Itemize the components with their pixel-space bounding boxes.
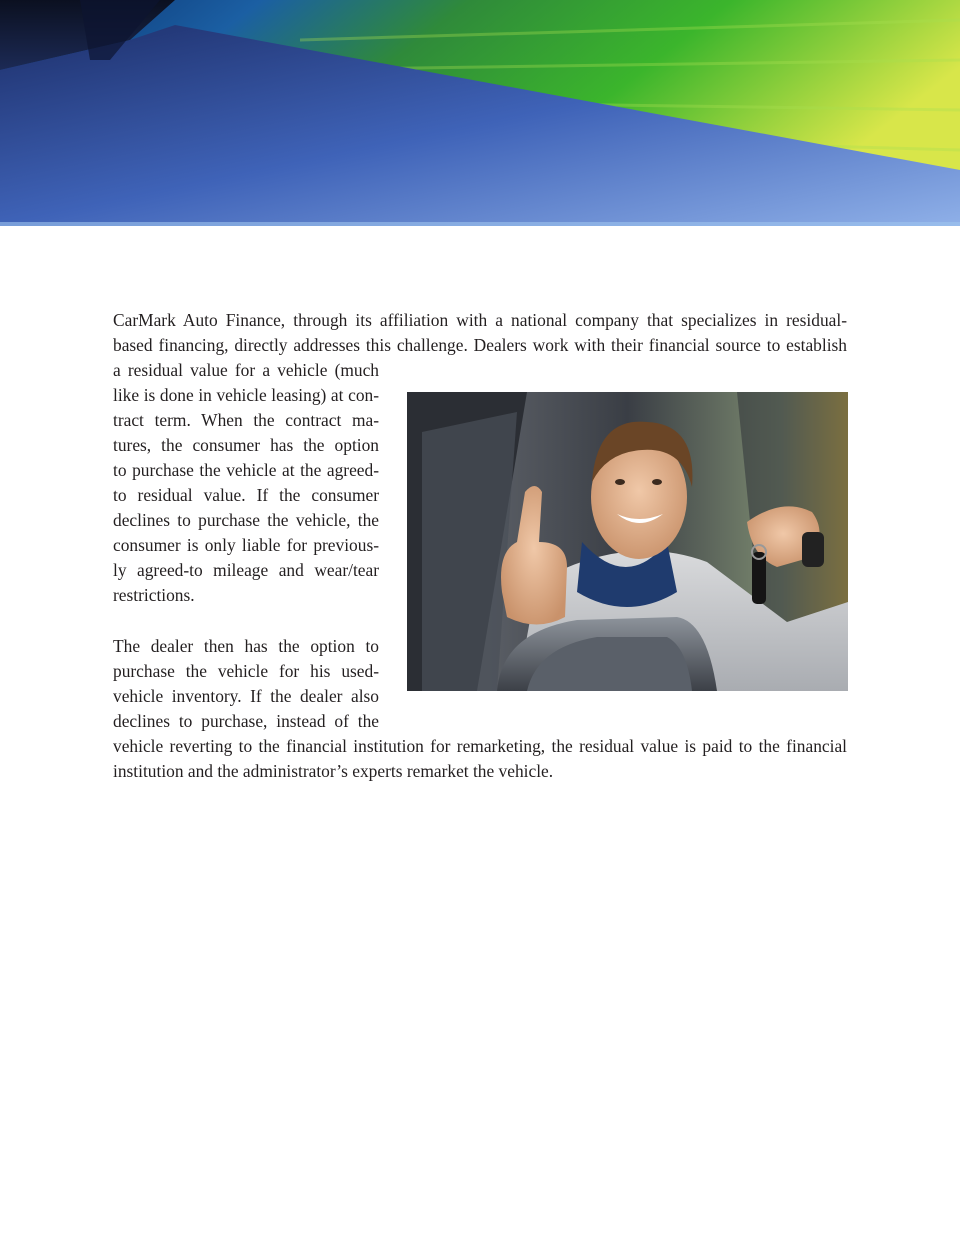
text-line: purchase the vehicle for his used- <box>113 661 379 681</box>
hero-banner-image <box>0 0 960 226</box>
text-line: vehicle inventory. If the dealer also <box>113 686 379 706</box>
text-line: a residual value for a vehicle (much <box>113 360 379 380</box>
paragraph-1-narrow-column <box>113 358 379 608</box>
text-line: to residual value. If the consumer <box>113 485 379 505</box>
text-line: ly agreed-to mileage and wear/tear <box>113 560 379 580</box>
text-line: The dealer then has the option to <box>113 636 379 656</box>
text-line: institution and the administrator’s experts remarket the vehicle. <box>113 761 554 781</box>
text-line: CarMark Auto Finance, through its affiliation with a national company that specializes in residual- <box>113 310 847 330</box>
text-line: restrictions. <box>113 585 195 605</box>
man-in-car-photo <box>407 392 848 691</box>
text-line: like is done in vehicle leasing) at con- <box>113 385 379 405</box>
paragraph-2-narrow-column <box>113 634 379 734</box>
paragraph-2-full-width <box>113 734 847 784</box>
text-line: tures, the consumer has the option <box>113 435 379 455</box>
text-line: declines to purchase the vehicle, the <box>113 510 379 530</box>
text-line: to purchase the vehicle at the agreed- <box>113 460 379 480</box>
text-line: consumer is only liable for previous- <box>113 535 379 555</box>
text-line: declines to purchase, instead of the <box>113 711 379 731</box>
paragraph-1-full-width <box>113 308 847 358</box>
text-line: tract term. When the contract ma- <box>113 410 379 430</box>
text-line: vehicle reverting to the financial institution for remarketing, the residual value is paid to the financial <box>113 736 847 756</box>
text-line: based financing, directly addresses this challenge. Dealers work with their financial source to establish <box>113 335 847 355</box>
